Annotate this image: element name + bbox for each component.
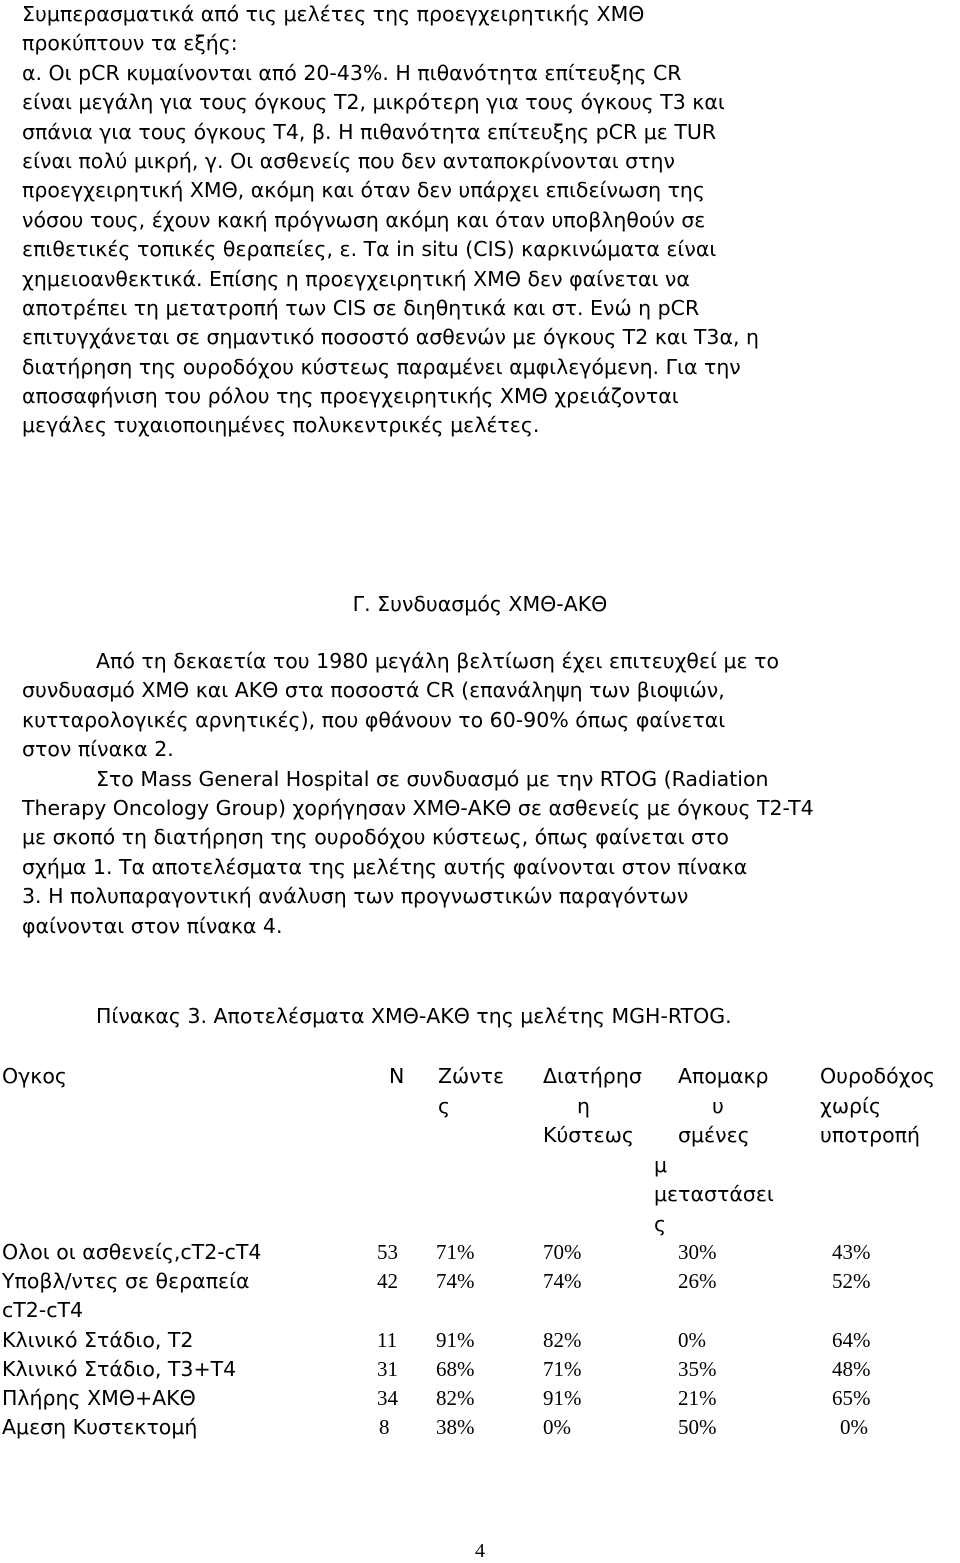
section-heading: Γ. Συνδυασμός ΧΜΘ-ΑΚΘ: [352, 592, 608, 616]
row-metastases: 0%: [678, 1328, 706, 1352]
row-bladder: 64%: [832, 1328, 871, 1352]
row-metastases: 21%: [678, 1386, 717, 1410]
section-line: Στο Mass General Hospital σε συνδυασμό με την RTOG (Radiation: [96, 766, 769, 791]
row-metastases: 26%: [678, 1269, 717, 1293]
header-bladder-line: Ουροδόχος: [820, 1064, 936, 1088]
table-row: [0, 1384, 960, 1413]
row-metastases: 30%: [678, 1240, 717, 1264]
table-row: [0, 1238, 960, 1267]
header-metastases-line: Απομακρ: [678, 1064, 769, 1088]
header-metastases-line: μ: [654, 1152, 668, 1177]
intro-line: σπάνια για τους όγκους T4, β. Η πιθανότητα επίτευξης pCR με TUR: [22, 119, 717, 144]
intro-line: διατήρηση της ουροδόχου κύστεως παραμένει αμφιλεγόμενη. Για την: [22, 354, 741, 379]
header-alive: [438, 1062, 504, 1121]
row-n: 42: [377, 1269, 398, 1293]
row-preservation: 0%: [543, 1415, 571, 1439]
row-bladder: 52%: [832, 1269, 871, 1293]
row-bladder: 43%: [832, 1240, 871, 1264]
table-row: [0, 1413, 960, 1442]
header-bladder-line: υποτροπή: [820, 1123, 920, 1147]
intro-line: Συμπερασματικά από τις μελέτες της προεγχειρητικής ΧΜΘ: [22, 2, 645, 26]
header-metastases-line: σμένες: [678, 1123, 750, 1147]
intro-line: αποσαφήνιση του ρόλου της προεγχειρητικής ΧΜΘ χρειάζονται: [22, 384, 679, 409]
intro-line: α. Οι pCR κυμαίνονται από 20-43%. Η πιθανότητα επίτευξης CR: [22, 60, 682, 85]
header-preservation-line: Διατήρησ: [543, 1064, 642, 1088]
section-line: φαίνονται στον πίνακα 4.: [22, 913, 283, 938]
table-row: [0, 1326, 960, 1355]
header-bladder: [820, 1062, 935, 1151]
section-line: 3. Η πολυπαραγοντική ανάλυση των προγνωστικών παραγόντων: [22, 884, 689, 909]
section-line: Therapy Oncology Group) χορήγησαν ΧΜΘ-ΑΚΘ σε ασθενείς με όγκους T2-T4: [22, 795, 814, 820]
section-line: Από τη δεκαετία του 1980 μεγάλη βελτίωση έχει επιτευχθεί με το: [96, 649, 780, 673]
row-label: Ολοι οι ασθενείς,cT2-cT4: [2, 1240, 262, 1264]
header-alive-line: ς: [438, 1093, 451, 1118]
section-paragraph: [22, 647, 910, 941]
table-row: [0, 1355, 960, 1384]
header-preservation-line: η: [577, 1093, 590, 1118]
row-alive: 91%: [436, 1328, 475, 1352]
intro-line: προκύπτουν τα εξής:: [22, 31, 238, 56]
intro-line: είναι πολύ μικρή, γ. Οι ασθενείς που δεν ανταποκρίνονται στην: [22, 148, 675, 173]
header-metastases: [654, 1062, 774, 1239]
row-alive: 71%: [436, 1240, 475, 1264]
row-alive: 82%: [436, 1386, 475, 1410]
row-alive: 38%: [436, 1415, 475, 1439]
row-n: 8: [379, 1415, 390, 1439]
header-alive-line: Ζώντε: [438, 1064, 505, 1088]
section-line: συνδυασμό ΧΜΘ και ΑΚΘ στα ποσοστά CR (επανάληψη των βιοψιών,: [22, 678, 725, 703]
header-n: [389, 1062, 404, 1092]
page-number: 4: [475, 1540, 485, 1562]
intro-line: επιθετικές τοπικές θεραπείες, ε. Τα in situ (CIS) καρκινώματα είναι: [22, 237, 717, 262]
row-preservation: 74%: [543, 1269, 582, 1293]
table-row-continuation: [0, 1296, 960, 1325]
row-metastases: 35%: [678, 1357, 717, 1381]
header-metastases-line: ς: [654, 1211, 667, 1236]
row-n: 34: [377, 1386, 398, 1410]
intro-paragraph: [22, 0, 910, 441]
row-label: Κλινικό Στάδιο, T2: [2, 1328, 194, 1352]
intro-line: προεγχειρητική ΧΜΘ, ακόμη και όταν δεν υπάρχει επιδείνωση της: [22, 178, 705, 203]
section-line: κυτταρολογικές αρνητικές), που φθάνουν το 60-90% όπως φαίνεται: [22, 707, 726, 732]
row-label: Υποβλ/ντες σε θεραπεία: [2, 1269, 250, 1293]
row-label-continuation: cT2-cT4: [2, 1298, 84, 1322]
header-preservation-line: Κύστεως: [543, 1123, 634, 1147]
row-metastases: 50%: [678, 1415, 717, 1439]
intro-line: είναι μεγάλη για τους όγκους T2, μικρότερη για τους όγκους T3 και: [22, 90, 725, 115]
section-line: σχήμα 1. Τα αποτελέσματα της μελέτης αυτής φαίνονται στον πίνακα: [22, 854, 748, 879]
row-preservation: 70%: [543, 1240, 582, 1264]
row-label: Πλήρης ΧΜΘ+ΑΚΘ: [2, 1386, 196, 1410]
intro-line: επιτυγχάνεται σε σημαντικό ποσοστό ασθενών με όγκους T2 και T3α, η: [22, 325, 759, 350]
intro-line: χημειοανθεκτικά. Επίσης η προεγχειρητική ΧΜΘ δεν φαίνεται να: [22, 266, 690, 291]
row-bladder: 0%: [840, 1415, 868, 1439]
row-n: 31: [377, 1357, 398, 1381]
row-preservation: 82%: [543, 1328, 582, 1352]
row-n: 53: [377, 1240, 398, 1264]
header-metastases-line: υ: [712, 1093, 724, 1118]
row-n: 11: [377, 1328, 398, 1352]
header-tumor: [2, 1062, 67, 1092]
row-preservation: 71%: [543, 1357, 582, 1381]
header-tumor-text: Ογκος: [2, 1064, 67, 1088]
table-caption: Πίνακας 3. Αποτελέσματα ΧΜΘ-ΑΚΘ της μελέτης MGH-RTOG.: [96, 1004, 732, 1028]
section-line: στον πίνακα 2.: [22, 737, 174, 762]
table-row: [0, 1267, 960, 1296]
row-bladder: 48%: [832, 1357, 871, 1381]
row-label: Αμεση Κυστεκτομή: [2, 1415, 198, 1439]
row-alive: 68%: [436, 1357, 475, 1381]
header-n-text: N: [389, 1064, 405, 1088]
row-label: Κλινικό Στάδιο, T3+T4: [2, 1357, 237, 1381]
header-metastases-line: μεταστάσει: [654, 1182, 774, 1206]
section-line: με σκοπό τη διατήρηση της ουροδόχου κύστεως, όπως φαίνεται στο: [22, 825, 729, 850]
intro-line: νόσου τους, έχουν κακή πρόγνωση ακόμη και όταν υποβληθούν σε: [22, 207, 706, 232]
row-preservation: 91%: [543, 1386, 582, 1410]
intro-line: αποτρέπει τη μετατροπή των CIS σε διηθητικά και στ. Ενώ η pCR: [22, 295, 700, 320]
row-alive: 74%: [436, 1269, 475, 1293]
header-preservation: [543, 1062, 642, 1151]
row-bladder: 65%: [832, 1386, 871, 1410]
header-bladder-line: χωρίς: [820, 1093, 881, 1118]
intro-line: μεγάλες τυχαιοποιημένες πολυκεντρικές μελέτες.: [22, 413, 540, 438]
